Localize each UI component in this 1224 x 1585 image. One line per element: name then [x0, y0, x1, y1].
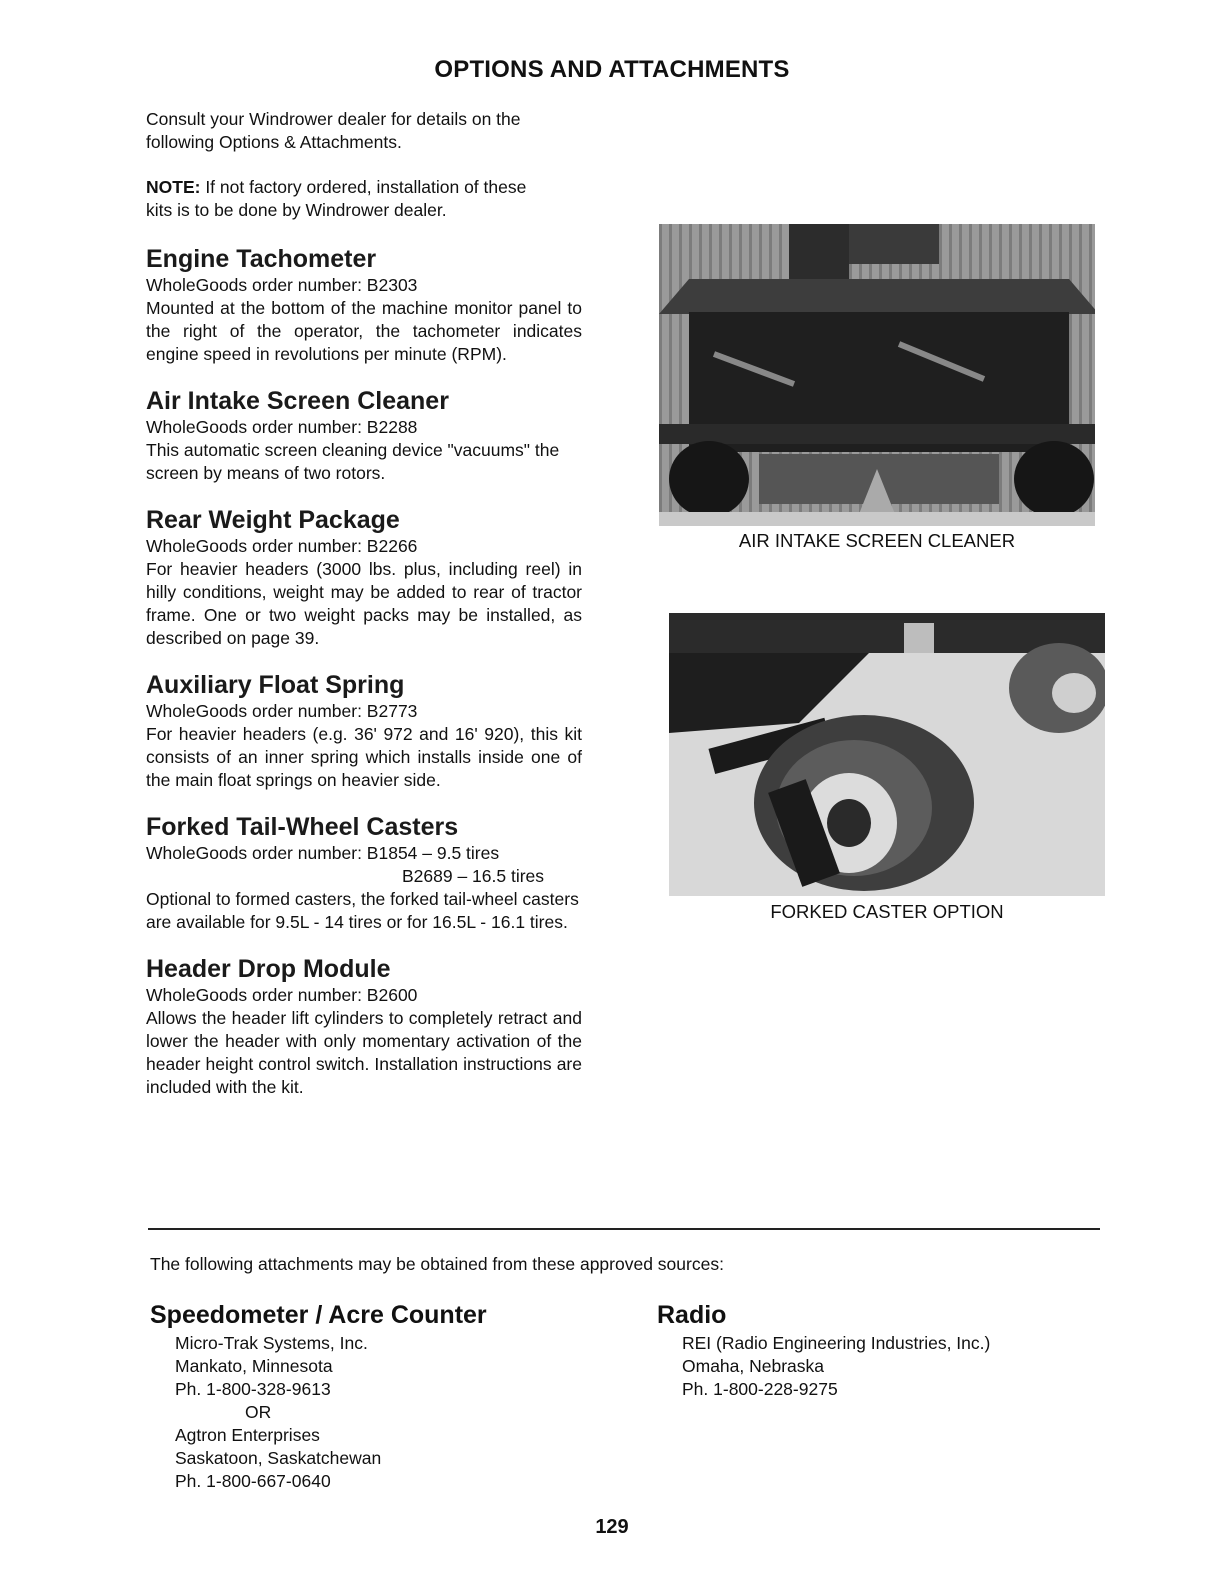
contact-line: Omaha, Nebraska [682, 1356, 825, 1376]
section-body: Allows the header lift cylinders to completely retract and lower the header with only momentary activation of the header height control switch. Installation instructions are included with the kit. [146, 1008, 582, 1097]
page-number: 129 [595, 1516, 629, 1538]
speedometer-source [150, 1300, 487, 1493]
page-title: OPTIONS AND ATTACHMENTS [434, 56, 790, 83]
forked-caster-photo [669, 613, 1105, 896]
contact-line: Ph. 1-800-328-9613 [175, 1379, 331, 1399]
air-intake-screen-cleaner-photo [659, 224, 1095, 526]
contact-line: Mankato, Minnesota [175, 1356, 333, 1376]
left-column [146, 108, 582, 1119]
note-line-1: If not factory ordered, installation of these [200, 177, 527, 197]
section-body: This automatic screen cleaning device "vacuums" the screen by means of two rotors. [146, 440, 560, 483]
radio-contacts [657, 1332, 990, 1401]
contact-line: REI (Radio Engineering Industries, Inc.) [682, 1333, 991, 1353]
section-title: Forked Tail-Wheel Casters [146, 813, 459, 841]
forked-caster-figure-caption: FORKED CASTER OPTION [770, 901, 1004, 922]
note-text [146, 176, 582, 222]
speedometer-contacts [150, 1332, 487, 1493]
section-forked-tail-wheel-casters [146, 812, 582, 934]
section-title: Engine Tachometer [146, 245, 377, 273]
contact-line: Micro-Trak Systems, Inc. [175, 1333, 368, 1353]
note-label: NOTE: [146, 177, 201, 197]
section-body: Optional to formed casters, the forked tail-wheel casters are available for 9.5L - 14 tires or for 16.5L - 16.1 tires. [146, 889, 579, 932]
section-body: Mounted at the bottom of the machine monitor panel to the right of the operator, the tachometer indicates engine speed in revolutions per minute (RPM). [146, 298, 582, 364]
contact-line: Ph. 1-800-228-9275 [682, 1379, 838, 1399]
section-header-drop-module [146, 954, 582, 1099]
radio-title: Radio [657, 1301, 727, 1329]
note-line-2: kits is to be done by Windrower dealer. [146, 200, 447, 220]
intro-text [146, 108, 582, 154]
section-title: Header Drop Module [146, 955, 391, 983]
order-number: WholeGoods order number: B2288 [146, 417, 418, 437]
contact-line: Agtron Enterprises [175, 1425, 320, 1445]
section-title: Rear Weight Package [146, 506, 400, 534]
order-number: WholeGoods order number: B1854 – 9.5 tires [146, 843, 500, 863]
intro-line-1: Consult your Windrower dealer for details on the [146, 109, 521, 129]
order-number: WholeGoods order number: B2773 [146, 701, 418, 721]
section-divider [148, 1228, 1100, 1230]
air-intake-figure-caption: AIR INTAKE SCREEN CLEANER [738, 530, 1016, 551]
order-number: WholeGoods order number: B2303 [146, 275, 418, 295]
section-auxiliary-float-spring [146, 670, 582, 792]
order-number-2: B2689 – 16.5 tires [402, 866, 545, 886]
intro-line-2: following Options & Attachments. [146, 132, 402, 152]
contact-line: Saskatoon, Saskatchewan [175, 1448, 382, 1468]
section-body: For heavier headers (e.g. 36' 972 and 16' 920), this kit consists of an inner spring which installs inside one of the main float springs on heavier side. [146, 724, 582, 790]
section-title: Air Intake Screen Cleaner [146, 387, 449, 415]
sources-intro: The following attachments may be obtained from these approved sources: [150, 1254, 724, 1274]
speedometer-title: Speedometer / Acre Counter [150, 1301, 487, 1329]
order-number: WholeGoods order number: B2266 [146, 536, 418, 556]
contact-line: Ph. 1-800-667-0640 [175, 1471, 331, 1491]
section-body: For heavier headers (3000 lbs. plus, including reel) in hilly conditions, weight may be added to rear of tractor frame. One or two weight packs may be installed, as described on page 39. [146, 559, 582, 648]
or-separator: OR [245, 1402, 272, 1422]
order-number: WholeGoods order number: B2600 [146, 985, 418, 1005]
radio-source [657, 1300, 990, 1401]
section-air-intake-screen-cleaner [146, 386, 582, 485]
section-title: Auxiliary Float Spring [146, 671, 405, 699]
section-rear-weight-package [146, 505, 582, 650]
section-engine-tachometer [146, 244, 582, 366]
